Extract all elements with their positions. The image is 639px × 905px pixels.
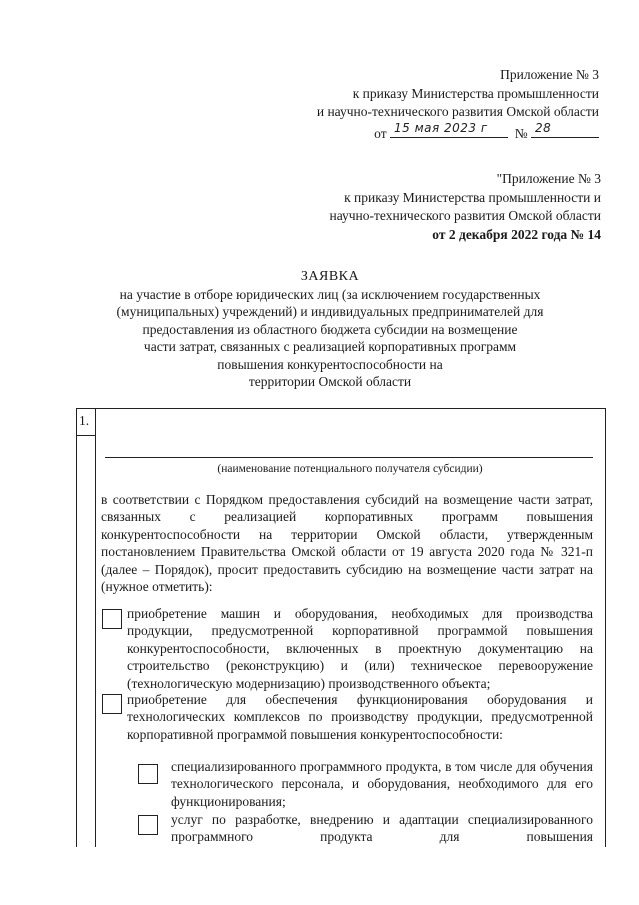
checkbox-functioning[interactable] xyxy=(102,694,122,714)
applicant-name-field[interactable] xyxy=(105,457,593,458)
item-number: 1. xyxy=(79,413,90,428)
option-services-label: услуг по разработке, внедрению и адаптации специализированного программного продукта для повышения xyxy=(171,812,593,845)
appendix-title: Приложение № 3 xyxy=(500,67,599,82)
checkbox-services[interactable] xyxy=(138,815,158,835)
application-form-table xyxy=(76,408,606,847)
applicant-name-caption: (наименование потенциального получателя субсидии) xyxy=(217,463,483,475)
previous-order-date: от 2 декабря 2022 года № 14 xyxy=(432,226,601,242)
checkbox-software[interactable] xyxy=(138,764,158,784)
handwritten-date: 15 мая 2023 г xyxy=(393,121,488,135)
appendix-header-previous: "Приложение № 3 к приказу Министерства промышленности и научно-технического развития Омской области от 2 декабря 2022 года № 14 xyxy=(329,170,601,244)
intro-paragraph: в соответствии с Порядком предоставления субсидий на возмещение части затрат, связанных с реализацией корпоративных программ повышения конкурентоспособности на территории Омской области, утвержденным постановлением Правительства Омской области от 19 августа 2020 года № 321-п (далее – Порядок), просит предоставить субсидию на возмещение части затрат на (нужное отметить): xyxy=(101,492,593,595)
appendix-date-line: от 15 мая 2023 г № 28 xyxy=(317,122,599,144)
option-functioning-label: приобретение для обеспечения функционирования оборудования и технологических комплексов по производству продукции, предусмотренной корпоративной программой повышения конкурентоспособности: xyxy=(127,692,593,742)
document-title: ЗАЯВКА на участие в отборе юридических лиц (за исключением государственных (муниципальных) учреждений) и индивидуальных предпринимателей для предоставления из областного бюджета субсидии на возмещение части затрат, связанных с реализацией корпоративных программ повышения конкурентоспособности на территории Омской области xyxy=(60,268,600,391)
appendix-ministry-line: и научно-технического развития Омской области xyxy=(316,104,599,119)
handwritten-number: 28 xyxy=(535,121,552,135)
item-number-column xyxy=(77,409,96,847)
option-software-label: специализированного программного продукта, в том числе для обучения технологического персонала, и оборудования, необходимого для его функционирования; xyxy=(171,759,593,809)
title-main: ЗАЯВКА xyxy=(300,269,360,284)
appendix-order-line: к приказу Министерства промышленности xyxy=(352,85,599,101)
number-field xyxy=(531,122,599,138)
date-field xyxy=(390,122,508,138)
appendix-header-current xyxy=(317,66,599,143)
option-equipment-label: приобретение машин и оборудования, необходимых для производства продукции, предусмотренной корпоративной программой повышения конкурентоспособности, включенных в проектную документацию на строительство (реконструкцию) и (или) техническое перевооружение (технологическую модернизацию) производственного объекта; xyxy=(127,606,593,691)
checkbox-equipment[interactable] xyxy=(102,609,122,629)
